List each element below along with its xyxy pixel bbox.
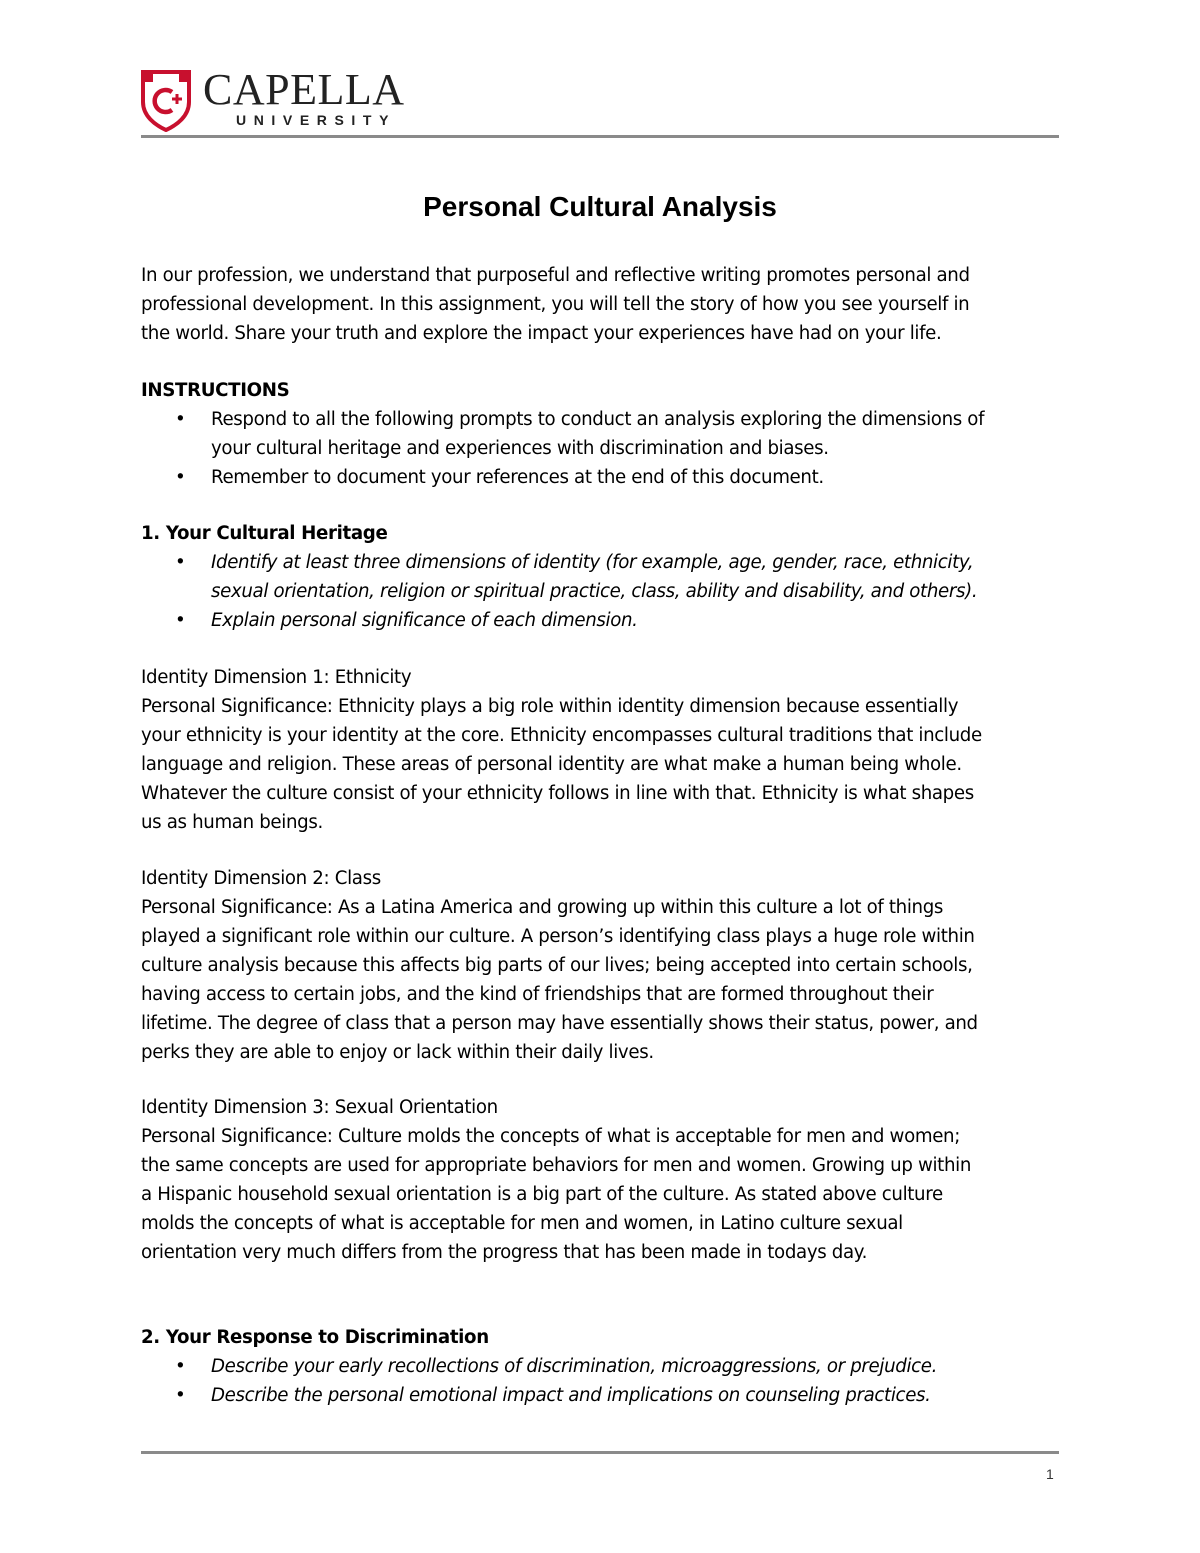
dimension-line: played a significant role within our culture. A person’s identifying class plays a huge role within: [141, 926, 975, 947]
dimension-line: orientation very much differs from the progress that has been made in todays day.: [141, 1242, 868, 1263]
dimension-line: culture analysis because this affects big parts of our lives; being accepted into certain schools,: [141, 955, 973, 976]
list-item: [141, 1381, 1071, 1410]
bullet-icon: •: [175, 1385, 186, 1406]
page-title: Personal Cultural Analysis: [423, 191, 777, 222]
intro-paragraph: [141, 261, 1071, 348]
list-item-line: Explain personal significance of each dimension.: [211, 610, 638, 631]
dimension-line: the same concepts are used for appropriate behaviors for men and women. Growing up within: [141, 1155, 972, 1176]
dimension-line: perks they are able to enjoy or lack within their daily lives.: [141, 1042, 654, 1063]
dimension-line: having access to certain jobs, and the kind of friendships that are formed throughout their: [141, 984, 934, 1005]
dimension-line: lifetime. The degree of class that a person may have essentially shows their status, power, and: [141, 1013, 978, 1034]
bullet-icon: •: [175, 409, 186, 430]
capella-logo: [141, 65, 431, 132]
list-item-line: your cultural heritage and experiences with discrimination and biases.: [211, 438, 829, 459]
section1-list: [141, 548, 1071, 635]
dimension3-block: [141, 1093, 1071, 1267]
footer-divider: [141, 1451, 1059, 1454]
dimension1-block: [141, 663, 1071, 837]
header-divider: [141, 135, 1059, 138]
page-number: 1: [1046, 1466, 1054, 1482]
dimension-line: molds the concepts of what is acceptable for men and women, in Latino culture sexual: [141, 1213, 903, 1234]
bullet-icon: •: [175, 610, 186, 631]
dimension-line: Whatever the culture consist of your ethnicity follows in line with that. Ethnicity is what shapes: [141, 783, 974, 804]
dimension-title: Identity Dimension 1: Ethnicity: [141, 667, 412, 688]
dimension-line: Personal Significance: Ethnicity plays a big role within identity dimension because essentially: [141, 696, 959, 717]
dimension-line: your ethnicity is your identity at the core. Ethnicity encompasses cultural traditions that include: [141, 725, 982, 746]
list-item: [141, 1352, 1071, 1381]
dimension-line: us as human beings.: [141, 812, 323, 833]
list-item-line: Describe the personal emotional impact and implications on counseling practices.: [211, 1385, 931, 1406]
dimension-line: a Hispanic household sexual orientation is a big part of the culture. As stated above culture: [141, 1184, 943, 1205]
bullet-icon: •: [175, 552, 186, 573]
list-item-line: Respond to all the following prompts to conduct an analysis exploring the dimensions of: [211, 409, 985, 430]
list-item-line: Remember to document your references at the end of this document.: [211, 467, 824, 488]
shield-icon: [141, 68, 191, 132]
dimension-line: Personal Significance: Culture molds the concepts of what is acceptable for men and women;: [141, 1126, 961, 1147]
dimension-title: Identity Dimension 3: Sexual Orientation: [141, 1097, 498, 1118]
intro-line: In our profession, we understand that purposeful and reflective writing promotes personal and: [141, 265, 970, 286]
logo-wordmark: CAPELLA: [203, 65, 405, 114]
section2-heading: 2. Your Response to Discrimination: [141, 1327, 489, 1348]
section2-list: [141, 1352, 1071, 1410]
list-item: [141, 548, 1071, 606]
list-item-line: Identify at least three dimensions of identity (for example, age, gender, race, ethnicity,: [211, 552, 974, 573]
logo-subtitle: UNIVERSITY: [236, 112, 397, 128]
list-item-line: sexual orientation, religion or spiritual practice, class, ability and disability, and others).: [211, 581, 978, 602]
bullet-icon: •: [175, 1356, 186, 1377]
dimension-line: language and religion. These areas of personal identity are what make a human being whole.: [141, 754, 962, 775]
list-item: [141, 405, 1071, 463]
bullet-icon: •: [175, 467, 186, 488]
dimension-line: Personal Significance: As a Latina America and growing up within this culture a lot of things: [141, 897, 944, 918]
intro-line: professional development. In this assignment, you will tell the story of how you see yourself in: [141, 294, 970, 315]
instructions-list: [141, 405, 1071, 492]
list-item-line: Describe your early recollections of discrimination, microaggressions, or prejudice.: [211, 1356, 938, 1377]
section1-heading: 1. Your Cultural Heritage: [141, 523, 388, 544]
list-item: [141, 463, 1071, 492]
intro-line: the world. Share your truth and explore the impact your experiences have had on your life.: [141, 323, 942, 344]
dimension2-block: [141, 864, 1071, 1067]
list-item: [141, 606, 1071, 635]
dimension-title: Identity Dimension 2: Class: [141, 868, 381, 889]
instructions-heading: INSTRUCTIONS: [141, 380, 290, 401]
